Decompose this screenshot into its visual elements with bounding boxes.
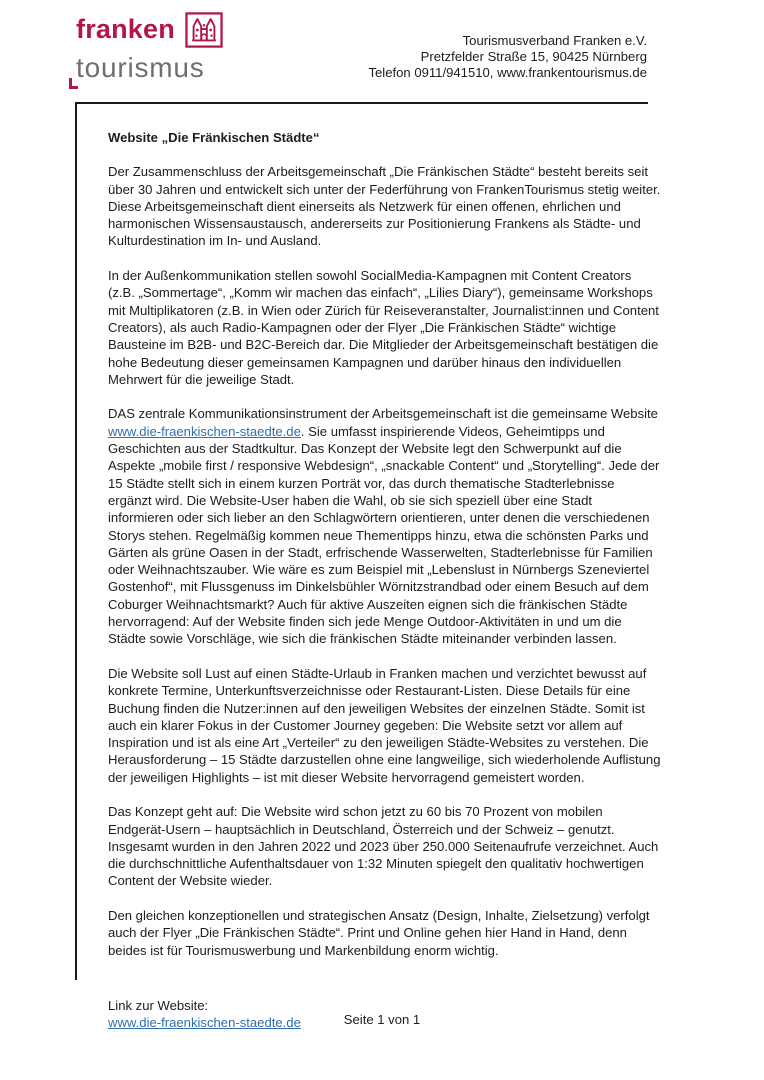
- paragraph-aussenkommunikation: In der Außenkommunikation stellen sowohl SocialMedia-Kampagnen mit Content Creators (z.B. „Sommertage“, „Komm wir machen das einfach“, „Lilies Diary“), gemeinsame Workshops mit Multiplikatoren (z.B. in Wien oder Zürich für Reiseveranstalter, Journalist:innen und Content Creators), als auch Radio-Kampagnen oder der Flyer „Die Fränkischen Städte“ wichtige Bausteine im B2B- und B2C-Bereich dar. Die Mitglieder der Arbeitsgemeinschaft bestätigen die hohe Bedeutung dieser gemeinsamen Kampagnen und darüber hinaus den individuellen Mehrwert für die jeweilige Stadt.: [108, 268, 659, 387]
- address-line-phone-web: Telefon 0911/941510, www.frankentourismus.de: [368, 65, 647, 80]
- letter-body: [108, 129, 661, 1032]
- page-number: Seite 1 von 1: [343, 1012, 421, 1027]
- sender-address-block: [368, 33, 647, 81]
- paragraph-arbeitsgemeinschaft: Der Zusammenschluss der Arbeitsgemeinschaft „Die Fränkischen Städte“ besteht bereits seit über 30 Jahren und entwickelt sich unter der Federführung von FrankenTourismus stetig weiter. Diese Arbeitsgemeinschaft dient einerseits als Netzwerk für einen offenen, ehrlichen und harmonischen Wissensaustausch, andererseits zur Positionierung Frankens als Städte- und Kulturdestination im In- und Ausland.: [108, 164, 661, 249]
- address-line-street: Pretzfelder Straße 15, 90425 Nürnberg: [420, 49, 647, 64]
- paragraph-flyer: Den gleichen konzeptionellen und strategischen Ansatz (Design, Inhalte, Zielsetzung) verfolgt auch der Flyer „Die Fränkischen Städte“. Print und Online gehen hier Hand in Hand, denn beides ist für Tourismuswerbung und Markenbildung enorm wichtig.: [108, 908, 650, 958]
- website-link[interactable]: www.die-fraenkischen-staedte.de: [108, 1015, 301, 1031]
- address-line-organisation: Tourismusverband Franken e.V.: [462, 33, 647, 48]
- document-title: Website „Die Fränkischen Städte“: [108, 130, 320, 145]
- logo-word-franken: franken: [76, 14, 175, 44]
- paragraph-text-after-link: . Sie umfasst inspirierende Videos, Geheimtipps und Geschichten aus der Stadtkultur. Das Konzept der Website legt den Schwerpunkt auf die Aspekte „mobile first / responsive Webdesign“, „snackable Content“ und „Storytelling“. Jede der 15 Städte stellt sich in einem kurzen Porträt vor, das durch thematische Stadterlebnisse ergänzt wird. Die Website-User haben die Wahl, ob sie sich speziell über eine Stadt informieren oder sich lieber an den Schlagwörtern orientieren, unter denen die verschiedenen Storys stehen. Regelmäßig kommen neue Thementipps hinzu, etwa die schönsten Parks und Gärten als grüne Oasen in der Stadt, erfrischende Wasserwelten, Stadterlebnisse für Familien oder Weihnachtszauber. Wie wäre es zum Beispiel mit „Lebenslust in Nürnbergs Szeneviertel Gostenhof“, mit Flussgenuss im Dinkelsbühler Wörnitzstrandbad oder einem Besuch auf dem Coburger Weihnachtsmarkt? Auch für aktive Auszeiten eignen sich die fränkischen Städte hervorragend: Auf der Website finden sich jede Menge Outdoor-Aktivitäten in und um die Städte sowie Vorschläge, wie sich die fränkischen Städte miteinander verbinden lassen.: [108, 423, 660, 647]
- franken-tourismus-logo: [76, 14, 223, 83]
- link-label: Link zur Website:: [108, 997, 209, 1013]
- paragraph-website-konzept: [108, 405, 661, 647]
- paragraph-customer-journey: Die Website soll Lust auf einen Städte-Urlaub in Franken machen und verzichtet bewusst auf konkrete Termine, Unterkunftsverzeichnisse oder Restaurant-Listen. Diese Details für eine Buchung finden die Nutzer:innen auf den jeweiligen Websites der einzelnen Städte. Somit ist auch ein klarer Fokus in der Customer Journey gegeben: Die Website setzt vor allem auf Inspiration und ist als eine Art „Verteiler“ zu den jeweiligen Städte-Websites zu verstehen. Die Herausforderung – 15 Städte darzustellen ohne eine langweilige, sich wiederholende Auflistung der jeweiligen Highlights – ist mit dieser Website hervorragend gemeistert worden.: [108, 665, 661, 785]
- paragraph-text-before-link: DAS zentrale Kommunikationsinstrument der Arbeitsgemeinschaft ist die gemeinsame Website: [108, 406, 658, 422]
- paragraph-statistik: Das Konzept geht auf: Die Website wird schon jetzt zu 60 bis 70 Prozent von mobilen Endgerät-Usern – hauptsächlich in Deutschland, Österreich und der Schweiz – genutzt. Insgesamt wurden in den Jahren 2022 und 2023 über 250.000 Seitenaufrufe verzeichnet. Auch die durchschnittliche Aufenthaltsdauer von 1:32 Minuten spiegelt den qualitativ hochwertigen Content der Website wieder.: [108, 804, 659, 889]
- castle-icon: [185, 12, 223, 53]
- logo-corner-mark: [69, 78, 78, 89]
- page-footer: [0, 1012, 764, 1027]
- logo-word-tourismus: tourismus: [76, 52, 205, 83]
- website-inline-link[interactable]: www.die-fraenkischen-staedte.de: [108, 423, 301, 439]
